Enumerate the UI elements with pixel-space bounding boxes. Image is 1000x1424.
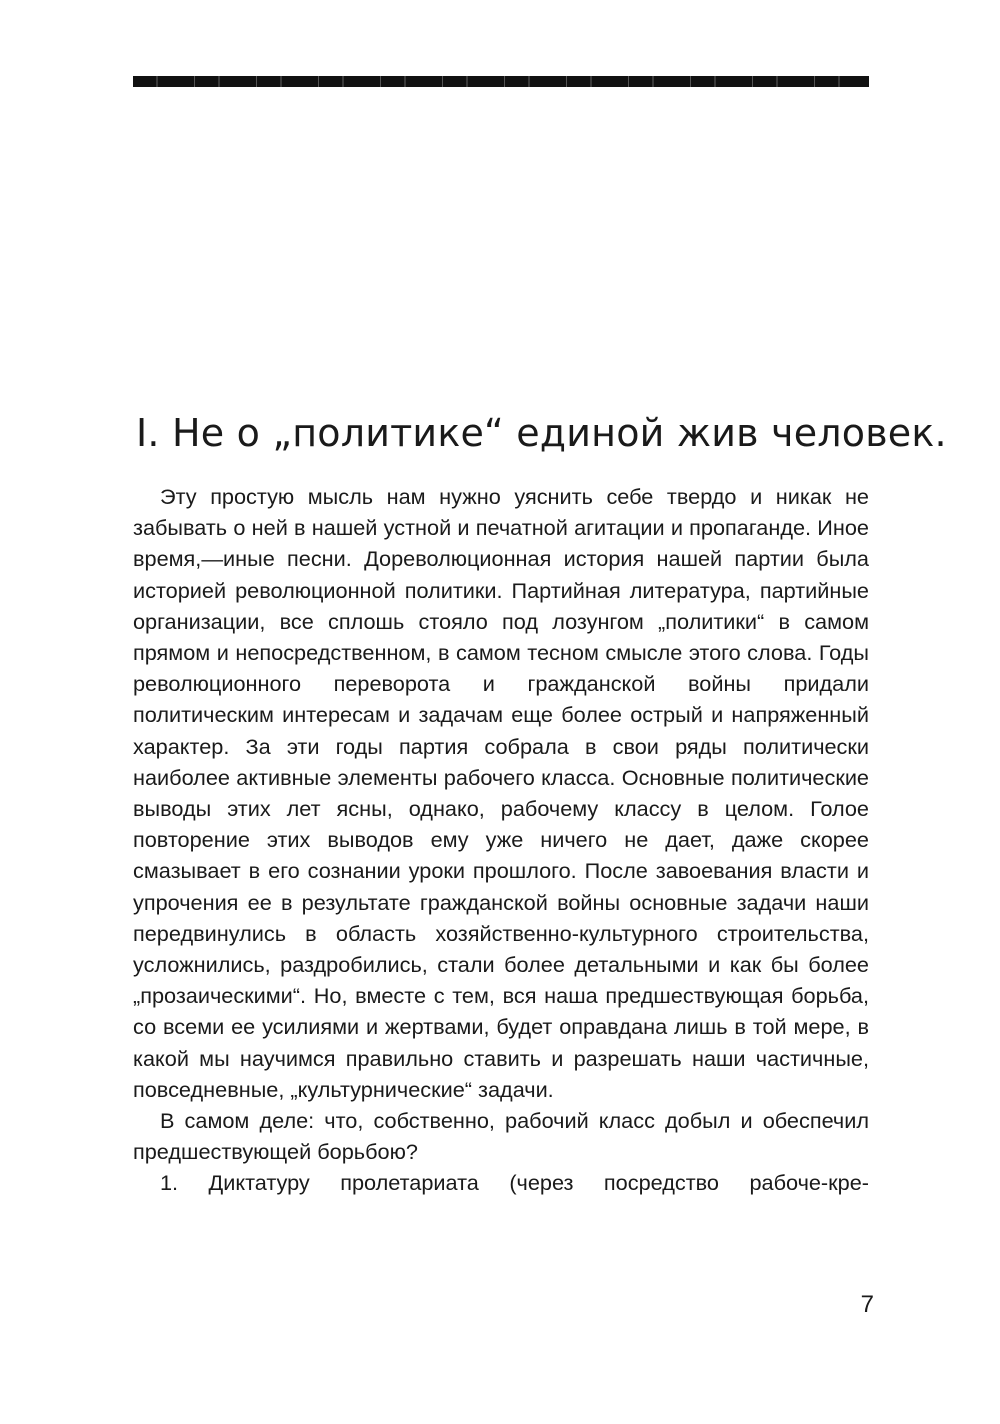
body-text xyxy=(133,481,869,1199)
chapter-heading: I. Не о „политике“ единой жив человек. xyxy=(136,411,947,455)
page-number: 7 xyxy=(860,1291,874,1318)
paragraph-2: В самом деле: что, собственно, рабочий класс добыл и обеспечил предшествующей борьбою? xyxy=(133,1108,869,1165)
paragraph-1: Эту простую мысль нам нужно уяснить себе твердо и никак не забывать о ней в нашей устной и печатной агитации и пропаганде. Иное время,—иные песни. Дореволюционная история нашей партии была историей революционной политики. Партийная литература, партийные организации, все сплошь стояло под лозунгом „политики“ в самом прямом и непосредственном, в самом тесном смысле этого слова. Годы революционного переворота и гражданской войны придали политическим интересам и задачам еще более острый и напряженный характер. За эти годы партия собрала в свои ряды политически наиболее активные элементы рабочего класса. Основные политические выводы этих лет ясны, однако, рабочему классу в целом. Голое повторение этих выводов ему уже ничего не дает, даже скорее смазывает в его сознании уроки прошлого. После завоевания власти и упрочения ее в результате гражданской войны основные задачи наши передвинулись в область хозяйственно-культурного строительства, усложнились, раздробились, стали более детальными и как бы более „прозаическими“. Но, вместе с тем, вся наша предшествующая борьба, со всеми ее усилиями и жертвами, будет оправдана лишь в той мере, в какой мы научимся правильно ставить и разрешать наши частичные, повседневные, „культурнические“ задачи. xyxy=(133,484,869,1102)
paragraph-3: 1. Диктатуру пролетариата (через посредство рабоче-кре- xyxy=(160,1170,869,1196)
header-rule xyxy=(133,76,869,87)
